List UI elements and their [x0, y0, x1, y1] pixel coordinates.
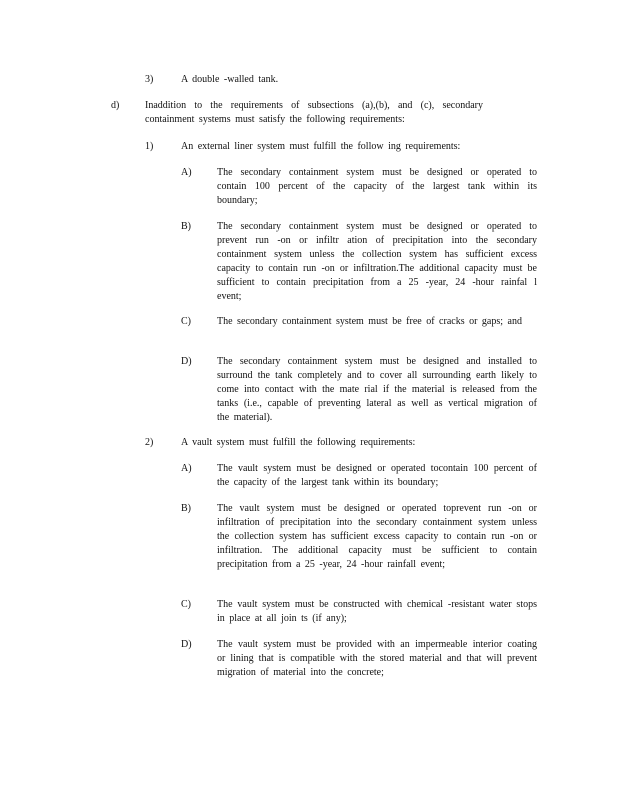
item-text: The vault system must be designed or operated tocontain 100 percent of the capacity of the largest tank within its boundary;	[217, 463, 537, 488]
item-text: The secondary containment system must be designed or operated to contain 100 percent of the capacity of the largest tank within its boundary;	[217, 167, 537, 206]
item-label: 1)	[145, 141, 154, 152]
item-text: A double -walled tank.	[181, 74, 279, 85]
item-text: Inaddition to the requirements of subsections (a),(b), and (c), secondary containment systems must satisfy the following requirements:	[145, 100, 483, 125]
item-label: A)	[181, 167, 192, 178]
item-label: A)	[181, 463, 192, 474]
item-text: The secondary containment system must be designed or operated to prevent run -on or infiltr ation of precipitation into the secondary containment system unless the collection system has sufficient excess capacity to contain run -on or infiltration.The additional capacity must be sufficient to contain precipitation from a 25 -year, 24 -hour rainfal l event;	[217, 221, 537, 302]
item-text: The vault system must be designed or operated toprevent run -on or infiltration of precipitation into the secondary containment system unless the collection system has sufficient excess capacity to contain run -on or infiltration. The additional capacity must be sufficient to contain precipitation from a 25 -year, 24 -hour rainfall event;	[217, 503, 537, 570]
item-label: C)	[181, 316, 191, 327]
item-label: B)	[181, 221, 191, 232]
item-text: The secondary containment system must be designed and installed to surround the tank completely and to cover all surrounding earth likely to come into contact with the mate rial if the material is released from the tanks (i.e., capable of preventing lateral as well as vertical migration of the material).	[217, 356, 537, 423]
item-text: The vault system must be provided with an impermeable interior coating or lining that is compatible with the stored material and that will prevent migration of material into the concrete;	[217, 639, 537, 678]
item-text: A vault system must fulfill the following requirements:	[181, 437, 416, 448]
item-label: d)	[111, 100, 120, 111]
item-label: C)	[181, 599, 191, 610]
item-label: D)	[181, 639, 192, 650]
item-text: The vault system must be constructed with chemical -resistant water stops in place at all join ts (if any);	[217, 599, 537, 624]
item-label: 3)	[145, 74, 154, 85]
item-label: D)	[181, 356, 192, 367]
item-label: B)	[181, 503, 191, 514]
item-text: An external liner system must fulfill the follow ing requirements:	[181, 141, 461, 152]
item-label: 2)	[145, 437, 154, 448]
item-text: The secondary containment system must be free of cracks or gaps; and	[217, 316, 522, 327]
